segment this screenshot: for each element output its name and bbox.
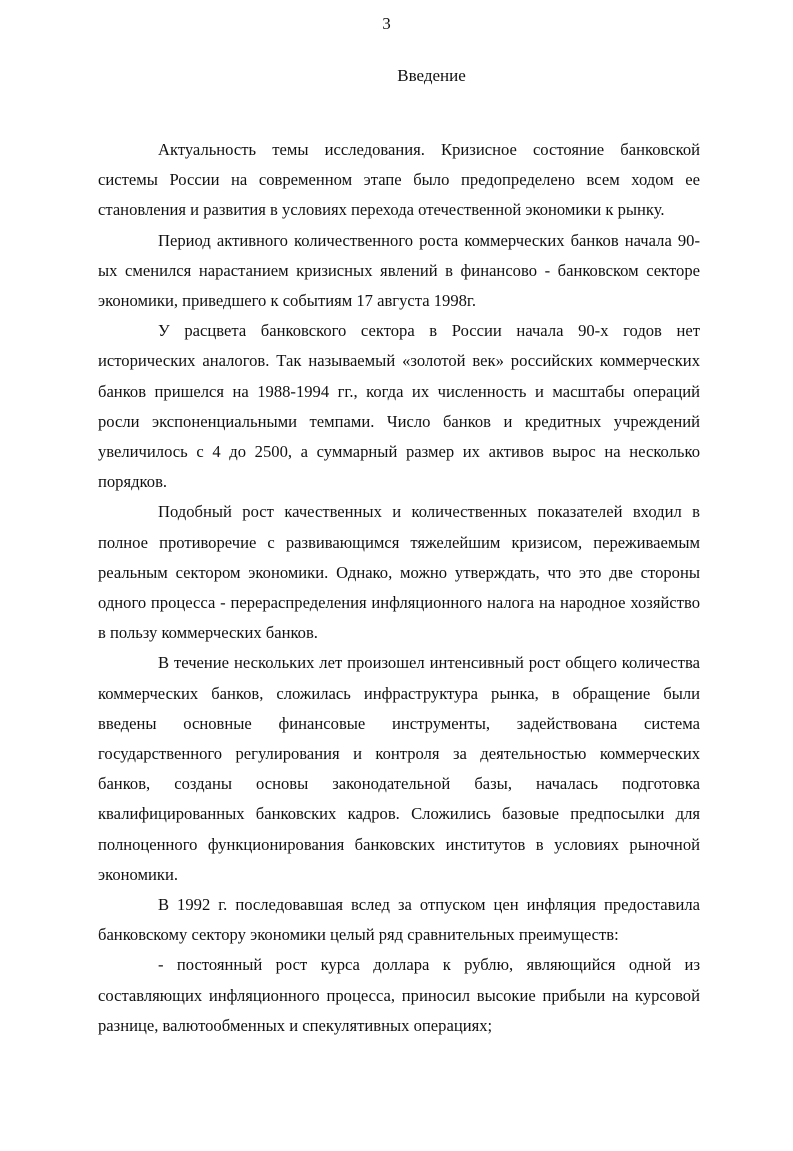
list-item-dollar-rate: - постоянный рост курса доллара к рублю, являющийся одной из составляющих инфляционного процесса, приносил высокие прибыли на курсовой разнице, валютообменных и спекулятивных операциях;	[98, 955, 700, 1035]
body-text	[98, 135, 700, 1041]
paragraph-growth-period: Период активного количественного роста коммерческих банков начала 90-ых сменился нарастанием кризисных явлений в финансово - банковском секторе экономики, приведшего к событиям 17 августа 1998г.	[98, 230, 700, 311]
paragraph-golden-age: У расцвета банковского сектора в России начала 90-х годов нет исторических аналогов. Так называемый «золотой век» российских коммерческих банков пришелся на 1988-1994 гг., когда их численность и масштабы операций росли экспоненциальными темпами. Число банков и кредитных учреждений увеличилось с 4 до 2500, а суммарный размер их активов вырос на несколько порядков.	[98, 321, 700, 492]
section-heading: Введение	[397, 66, 466, 85]
page-number: 3	[382, 14, 391, 33]
paragraph-contradiction: Подобный рост качественных и количественных показателей входил в полное противоречие с развивающимся тяжелейшим кризисом, переживаемым реальным сектором экономики. Однако, можно утверждать, что это две стороны одного процесса - перераспределения инфляционного налога на народное хозяйство в пользу коммерческих банков.	[98, 502, 700, 643]
paragraph-inflation-1992: В 1992 г. последовавшая вслед за отпуском цен инфляция предоставила банковскому сектору экономики целый ряд сравнительных преимуществ:	[98, 895, 700, 945]
paragraph-infrastructure: В течение нескольких лет произошел интенсивный рост общего количества коммерческих банков, сложилась инфраструктура рынка, в обращение были введены основные финансовые инструменты, задействована система государственного регулирования и контроля за деятельностью коммерческих банков, созданы основы законодательной базы, началась подготовка квалифицированных банковских кадров. Сложились базовые предпосылки для полноценного функционирования банковских институтов в условиях рыночной экономики.	[98, 653, 700, 884]
paragraph-relevance: Актуальность темы исследования. Кризисное состояние банковской системы России на современном этапе было предопределено всем ходом ее становления и развития в условиях перехода отечественной экономики к рынку.	[98, 140, 700, 220]
